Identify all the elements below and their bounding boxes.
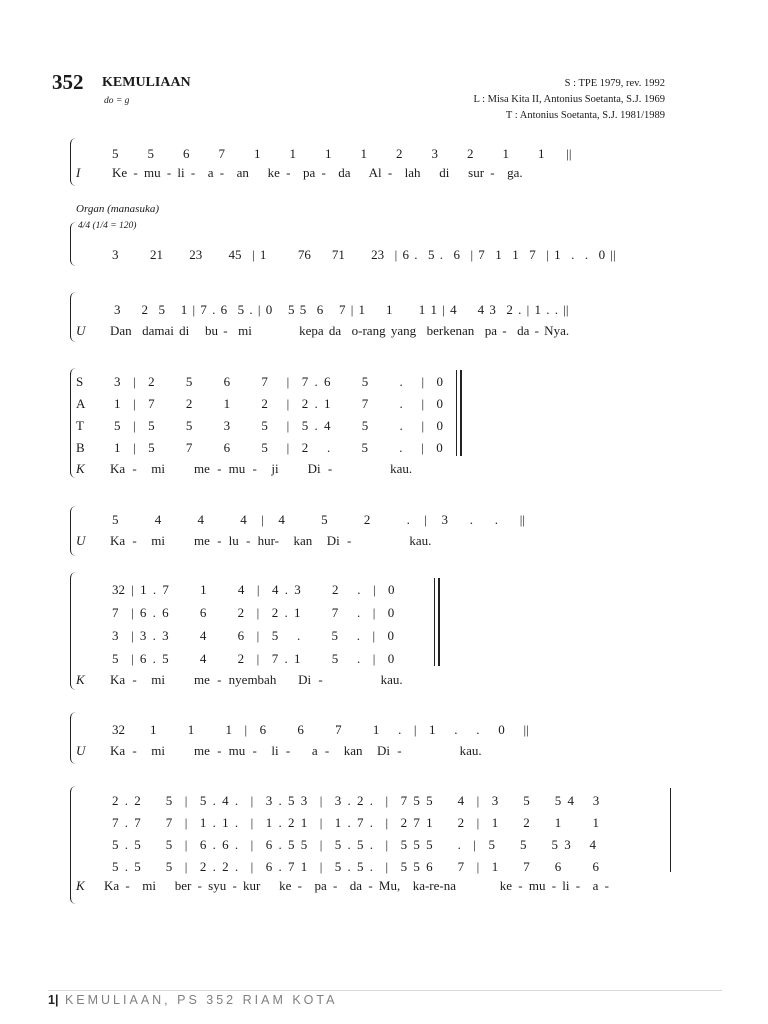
credit-text: T : Antonius Soetanta, S.J. 1981/1989 bbox=[505, 110, 665, 121]
system7-alto: 7 . 7 7 | 1 . 1 . | 1 . 2 1 | 1 . 7 . | 2 7 1 2 | 1 2 1 1 bbox=[112, 815, 600, 830]
organ-meter: 4/4 (1/4 = 120) bbox=[78, 221, 137, 231]
system1-lyrics: Ke - mu - li - a - an ke - pa - da Al - lah di sur - ga. bbox=[112, 165, 523, 180]
system2-lyrics: Dan damai di bu - mi kepa da o-rang yang berkenan pa - da - Nya. bbox=[110, 323, 570, 338]
system2-label: U bbox=[76, 323, 86, 338]
system6-lyrics: Ka - mi me - mu - li - a - kan Di - kau. bbox=[110, 743, 482, 758]
voice-label-s: S bbox=[76, 374, 84, 389]
system5-soprano: 32 | 1 . 7 1 4 | 4 . 3 2 . | 0 bbox=[112, 582, 395, 597]
system1-notes: 5 5 6 7 1 1 1 1 2 3 2 1 1 || bbox=[112, 146, 572, 161]
system6-label: U bbox=[76, 743, 86, 758]
footer-divider bbox=[48, 990, 722, 991]
system7-tenor: 5 . 5 5 | 6 . 6 . | 6 . 5 5 | 5 . 5 . | 5 5 5 . | 5 5 5 3 4 bbox=[112, 837, 597, 852]
system3-lyrics: Ka - mi me - mu - ji Di - kau. bbox=[110, 461, 413, 476]
final-barline-thick bbox=[460, 370, 462, 456]
system5-alto: 7 | 6 . 6 6 2 | 2 . 1 7 . | 0 bbox=[112, 605, 395, 620]
system5-bass: 5 | 6 . 5 4 2 | 7 . 1 5 . | 0 bbox=[112, 651, 395, 666]
barline bbox=[670, 788, 671, 872]
system3-bass: 1 | 5 7 6 5 | 2 . 5 . | 0 bbox=[114, 440, 443, 455]
system4-label: U bbox=[76, 533, 86, 548]
system7-bass: 5 . 5 5 | 2 . 2 . | 6 . 7 1 | 5 . 5 . | 5 5 6 7 | 1 7 6 6 bbox=[112, 859, 600, 874]
footer-title: KEMULIAAN, PS 352 RIAM KOTA bbox=[64, 993, 338, 1007]
system7-lyrics: Ka - mi ber - syu - kur ke - pa - da - Mu, ka-re-na ke - mu - li - a - bbox=[104, 878, 609, 893]
page-number: 1 bbox=[48, 993, 55, 1007]
system6-notes: 32 1 1 1 | 6 6 7 1 . | 1 . . 0 || bbox=[112, 722, 529, 737]
credit-lyrics: L : Misa Kita II, Antonius Soetanta, S.J. 1969 bbox=[473, 94, 665, 105]
system7-soprano: 2 . 2 5 | 5 . 4 . | 3 . 5 3 | 3 . 2 . | 7 5 5 4 | 3 5 5 4 3 bbox=[112, 793, 600, 808]
system5-tenor: 3 | 3 . 3 4 6 | 5 . 5 . | 0 bbox=[112, 628, 395, 643]
system5-lyrics: Ka - mi me - nyembah Di - kau. bbox=[110, 672, 403, 687]
system3-label: K bbox=[76, 461, 85, 476]
system5-label: K bbox=[76, 672, 85, 687]
system3-alto: 1 | 7 2 1 2 | 2 . 1 7 . | 0 bbox=[114, 396, 444, 411]
hymn-number: 352 bbox=[52, 70, 84, 94]
footer-separator: | bbox=[54, 993, 59, 1007]
voice-label-a: A bbox=[76, 396, 86, 411]
system4-notes: 5 4 4 4 | 4 5 2 . | 3 . . || bbox=[112, 512, 525, 527]
system2-notes: 3 2 5 1 | 7 . 6 5 . | 0 5 5 6 7 | 1 1 1 1 | 4 4 3 2 . | 1 . . || bbox=[114, 302, 569, 317]
credit-music: S : TPE 1979, rev. 1992 bbox=[564, 78, 665, 89]
system3-tenor: 5 | 5 5 3 5 | 5 . 4 5 . | 0 bbox=[114, 418, 444, 433]
system4-lyrics: Ka - mi me - lu - hur- kan Di - kau. bbox=[110, 533, 432, 548]
hymn-title: KEMULIAAN bbox=[102, 75, 191, 90]
page-footer bbox=[48, 993, 337, 1007]
system1-label: I bbox=[76, 165, 81, 180]
voice-label-t: T bbox=[76, 418, 84, 433]
final-barline bbox=[434, 578, 435, 666]
organ-label: Organ (manasuka) bbox=[76, 203, 159, 215]
key-signature: do = g bbox=[104, 96, 130, 106]
organ-notes: 3 21 23 45 | 1 76 71 23 | 6 . 5 . 6 | 7 1 1 7 | 1 . . 0 || bbox=[112, 247, 616, 262]
voice-label-b: B bbox=[76, 440, 85, 455]
system3-soprano: 3 | 2 5 6 7 | 7 . 6 5 . | 0 bbox=[114, 374, 444, 389]
final-barline bbox=[456, 370, 457, 456]
system7-label: K bbox=[76, 878, 85, 893]
final-barline-thick bbox=[438, 578, 440, 666]
